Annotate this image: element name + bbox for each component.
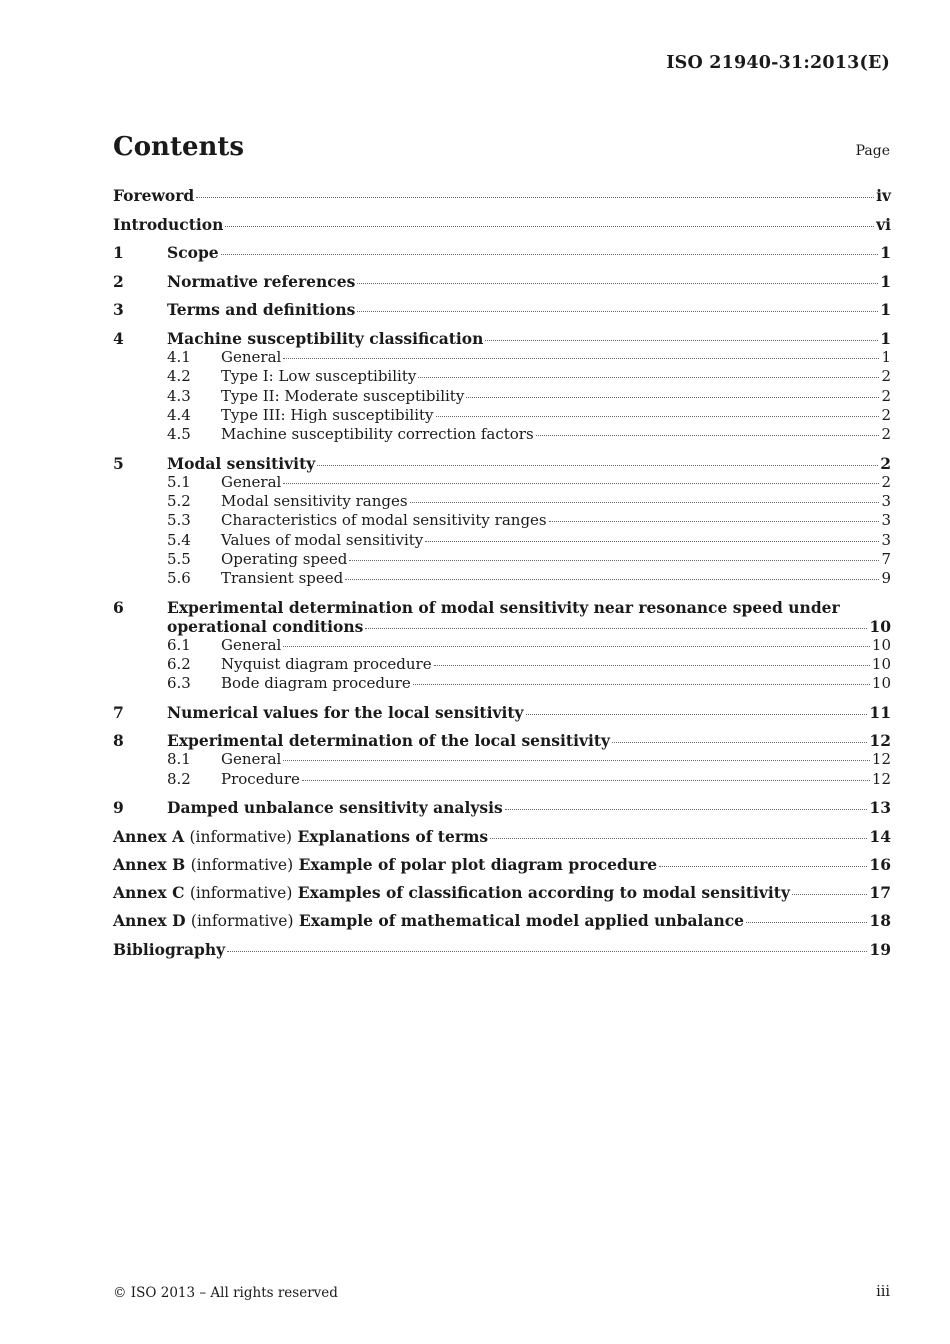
toc-subentry-page: 10 [871,674,891,693]
toc-entry-page: 1 [880,328,891,348]
toc-annex-c[interactable] [113,883,891,902]
toc-subentry-page: 3 [881,492,891,511]
annex-title: Examples of classification according to modal sensitivity [297,883,790,903]
toc-subentry-6-1[interactable] [113,636,891,655]
toc-entry-page: 17 [869,883,891,903]
toc-entry-title: Scope [167,243,219,263]
toc-subentry-number: 5.5 [167,549,191,568]
toc-subentry-number: 4.5 [167,425,191,444]
toc-entry-title: Normative references [167,271,356,291]
toc-subentry-8-1[interactable] [113,750,891,769]
toc-subentry-title: Type II: Moderate susceptibility [221,386,465,405]
annex-info: (informative) [190,912,294,931]
toc-entry-title: Foreword [113,186,195,205]
dot-leader [418,377,879,378]
dot-leader [485,340,878,341]
toc-subentry-number: 5.4 [167,530,191,549]
annex-title: Example of mathematical model applied unbalance [298,911,745,931]
toc-entry-page: 12 [869,731,891,751]
toc-subentry-page: 2 [881,405,891,424]
dot-leader [466,397,879,398]
toc-subentry-page: 9 [881,569,891,588]
toc-subentry-page: 12 [871,769,891,788]
toc-subentry-title: General [221,750,282,769]
dot-leader [357,311,878,312]
toc-entry-title: Machine susceptibility classification [167,328,484,348]
toc-subentry-page: 2 [881,425,891,444]
toc-entry-number: 4 [113,328,124,348]
toc-subentry-title: Bode diagram procedure [221,674,411,693]
toc-subentry-title: General [221,347,282,366]
toc-subentry-4-1[interactable] [113,348,891,367]
toc-subentry-title: Transient speed [221,569,344,588]
toc-entry-6[interactable] [113,598,891,617]
toc-subentry-number: 5.6 [167,569,191,588]
dot-leader [436,416,880,417]
toc-subentry-number: 6.2 [167,655,191,674]
toc-subentry-number: 8.1 [167,750,191,769]
toc-subentry-number: 8.2 [167,769,191,788]
toc-entry-number: 9 [113,798,124,818]
toc-entry-page: 19 [869,939,891,959]
annex-label: Annex A [113,826,185,846]
toc-entry-9[interactable] [113,798,891,817]
dot-leader [410,502,880,503]
toc-entry-page: 1 [880,271,891,291]
toc-subentry-page: 3 [881,530,891,549]
toc-subentry-5-2[interactable] [113,492,891,511]
toc-subentry-number: 6.3 [167,674,191,693]
toc-subentry-title: Machine susceptibility correction factors [221,425,534,444]
toc-entry-number: 2 [113,271,124,291]
toc-entry-1[interactable] [113,243,891,262]
annex-title: Example of polar plot diagram procedure [298,854,658,874]
dot-leader [302,780,870,781]
toc-entry-title: Bibliography [113,939,226,959]
toc-entry-title: Experimental determination of the local sensitivity [167,731,611,751]
toc-subentry-number: 5.3 [167,511,191,530]
annex-label: Annex D [113,911,186,931]
toc-subentry-6-3[interactable] [113,674,891,693]
toc-subentry-page: 12 [871,750,891,769]
toc-entry-2[interactable] [113,272,891,291]
toc-entry-3[interactable] [113,300,891,319]
annex-label: Annex C [113,883,185,903]
dot-leader [659,866,867,867]
toc-annex-d[interactable] [113,911,891,930]
toc-entry-number: 3 [113,300,124,320]
toc-subentry-number: 4.2 [167,367,191,386]
annex-info: (informative) [189,884,293,903]
toc-subentry-4-3[interactable] [113,387,891,406]
dot-leader [283,646,870,647]
toc-subentry-number: 6.1 [167,635,191,654]
dot-leader [505,809,868,810]
toc-subentry-number: 4.1 [167,347,191,366]
toc-entry-title: Damped unbalance sensitivity analysis [167,798,503,818]
toc-subentry-page: 2 [881,472,891,491]
dot-leader [283,483,879,484]
toc-entry-page: 14 [869,826,891,846]
dot-leader [413,684,870,685]
toc-entry-4[interactable] [113,329,891,348]
page-number: iii [876,1284,890,1300]
dot-leader [365,628,867,629]
dot-leader [283,358,879,359]
toc-entry-page: 1 [880,243,891,263]
dot-leader [549,521,880,522]
toc-entry-title: Modal sensitivity [167,453,316,473]
dot-leader [425,541,879,542]
toc-subentry-5-1[interactable] [113,473,891,492]
dot-leader [283,760,870,761]
toc-entry-page: 13 [869,798,891,818]
dot-leader [792,894,867,895]
toc-entry-page: 2 [880,453,891,473]
dot-leader [345,579,879,580]
toc-subentry-4-5[interactable] [113,425,891,444]
dot-leader [227,951,867,952]
dot-leader [490,838,867,839]
page-column-label: Page [855,143,890,159]
toc-entry-introduction[interactable] [113,215,891,234]
toc-entry-title: operational conditions [167,616,364,636]
toc-entry-title: Introduction [113,214,224,234]
toc-subentry-title: General [221,635,282,654]
toc-entry-number: 6 [113,597,124,617]
toc-subentry-number: 4.3 [167,386,191,405]
toc-subentry-title: Nyquist diagram procedure [221,655,432,674]
toc-subentry-5-6[interactable] [113,569,891,588]
toc-subentry-title: Modal sensitivity ranges [221,492,408,511]
toc-subentry-page: 7 [881,549,891,568]
toc-subentry-title: Procedure [221,769,300,788]
toc-subentry-5-4[interactable] [113,531,891,550]
dot-leader [536,435,880,436]
toc-entry-page: 16 [869,854,891,874]
copyright-notice: © ISO 2013 – All rights reserved [113,1285,338,1301]
toc-subentry-page: 3 [881,511,891,530]
toc-entry-number: 1 [113,243,124,263]
toc-entry-5[interactable] [113,454,891,473]
toc-entry-page: 18 [869,911,891,931]
dot-leader [349,560,879,561]
table-of-contents [113,186,891,959]
toc-subentry-title: Type III: High susceptibility [221,405,434,424]
annex-info: (informative) [189,827,293,846]
toc-subentry-page: 2 [881,386,891,405]
toc-subentry-4-4[interactable] [113,406,891,425]
toc-entry-title: Terms and definitions [167,300,356,320]
toc-subentry-title: Values of modal sensitivity [221,530,424,549]
toc-subentry-title: Type I: Low susceptibility [221,367,417,386]
toc-subentry-5-5[interactable] [113,550,891,569]
dot-leader [746,922,867,923]
annex-title: Explanations of terms [297,826,489,846]
toc-subentry-page: 10 [871,635,891,654]
toc-entry-7[interactable] [113,703,891,722]
annex-label: Annex B [113,854,186,874]
toc-entry-page: 10 [869,616,891,636]
toc-subentry-number: 4.4 [167,405,191,424]
toc-entry-title-line1: Experimental determination of modal sensitivity near resonance speed under [167,597,840,617]
toc-entry-number: 7 [113,703,124,723]
toc-subentry-page: 10 [871,655,891,674]
standard-code: ISO 21940-31:2013(E) [666,53,890,73]
dot-leader [317,465,878,466]
toc-entry-number: 5 [113,453,124,473]
toc-subentry-title: General [221,472,282,491]
dot-leader [221,254,879,255]
toc-subentry-title: Characteristics of modal sensitivity ranges [221,511,547,530]
toc-entry-8[interactable] [113,731,891,750]
toc-subentry-page: 1 [881,347,891,366]
toc-annex-a[interactable] [113,827,891,846]
toc-subentry-number: 5.1 [167,472,191,491]
toc-entry-page: iv [876,186,891,205]
toc-subentry-number: 5.2 [167,492,191,511]
toc-entry-foreword[interactable] [113,186,891,205]
dot-leader [434,665,870,666]
contents-title: Contents [113,132,245,162]
toc-entry-page: 11 [869,703,891,723]
toc-entry-number: 8 [113,731,124,751]
toc-entry-6-continuation[interactable] [113,617,891,636]
toc-entry-page: vi [876,214,891,234]
toc-subentry-4-2[interactable] [113,367,891,386]
dot-leader [357,283,878,284]
dot-leader [526,714,868,715]
annex-info: (informative) [190,855,294,874]
toc-entry-bibliography[interactable] [113,940,891,959]
toc-annex-b[interactable] [113,855,891,874]
toc-entry-title: Numerical values for the local sensitivity [167,703,524,723]
toc-subentry-8-2[interactable] [113,770,891,789]
toc-subentry-5-3[interactable] [113,511,891,530]
toc-subentry-page: 2 [881,367,891,386]
toc-entry-page: 1 [880,300,891,320]
dot-leader [225,226,874,227]
toc-subentry-title: Operating speed [221,549,348,568]
dot-leader [196,197,874,198]
dot-leader [612,742,867,743]
toc-subentry-6-2[interactable] [113,655,891,674]
